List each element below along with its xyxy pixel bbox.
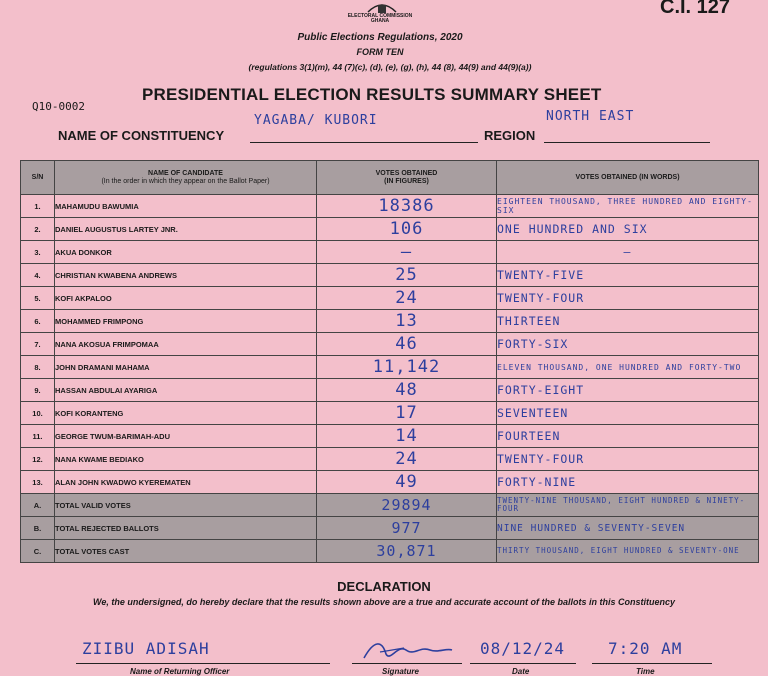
returning-officer-name: ZIIBU ADISAH <box>82 639 210 658</box>
column-header-figures: VOTES OBTAINED (IN FIGURES) <box>317 161 497 195</box>
column-header-sn: S/N <box>21 161 55 195</box>
region-value: NORTH EAST <box>546 109 635 124</box>
table-row: 6. MOHAMMED FRIMPONG 13 THIRTEEN <box>21 310 759 333</box>
ci-number: C.I. 127 <box>660 0 731 18</box>
column-header-name: NAME OF CANDIDATE (In the order in which they appear on the Ballot Paper) <box>55 161 317 195</box>
table-row: 11. GEORGE TWUM-BARIMAH-ADU 14 FOURTEEN <box>21 425 759 448</box>
officer-line <box>76 663 330 664</box>
table-row: 2. DANIEL AUGUSTUS LARTEY JNR. 106 ONE HUNDRED AND SIX <box>21 218 759 241</box>
time-value: 7:20 AM <box>608 639 683 658</box>
signature-label: Signature <box>382 667 419 676</box>
declaration-title: DECLARATION <box>337 579 431 594</box>
regulations-title: Public Elections Regulations, 2020 <box>297 32 463 43</box>
total-row: C. TOTAL VOTES CAST 30,871 THIRTY THOUSAND, EIGHT HUNDRED & SEVENTY-ONE <box>21 540 759 563</box>
sheet-title: PRESIDENTIAL ELECTION RESULTS SUMMARY SHEET <box>142 85 602 104</box>
time-line <box>592 663 712 664</box>
declaration-text: We, the undersigned, do hereby declare that the results shown above are a true and accurate account of the ballots in this Constituency <box>93 597 675 607</box>
region-label: REGION <box>484 128 536 143</box>
form-serial: Q10-0002 <box>32 100 85 113</box>
signature-scribble <box>360 636 456 664</box>
table-row: 1. MAHAMUDU BAWUMIA 18386 EIGHTEEN THOUSAND, THREE HUNDRED AND EIGHTY-SIX <box>21 195 759 218</box>
table-row: 12. NANA KWAME BEDIAKO 24 TWENTY-FOUR <box>21 448 759 471</box>
table-row: 3. AKUA DONKOR — — <box>21 241 759 264</box>
table-row: 10. KOFI KORANTENG 17 SEVENTEEN <box>21 402 759 425</box>
time-label: Time <box>636 667 655 676</box>
total-row: B. TOTAL REJECTED BALLOTS 977 NINE HUNDRED & SEVENTY-SEVEN <box>21 517 759 540</box>
table-row: 7. NANA AKOSUA FRIMPOMAA 46 FORTY-SIX <box>21 333 759 356</box>
commission-name: ELECTORAL COMMISSION GHANA <box>347 13 413 24</box>
regulations-line: (regulations 3(1)(m), 44 (7)(c), (d), (e), (g), (h), 44 (8), 44(9) and 44(9)(a)) <box>248 62 532 72</box>
officer-label: Name of Returning Officer <box>130 667 230 676</box>
table-row: 5. KOFI AKPALOO 24 TWENTY-FOUR <box>21 287 759 310</box>
date-value: 08/12/24 <box>480 639 566 658</box>
constituency-value: YAGABA/ KUBORI <box>254 113 378 128</box>
column-header-words: VOTES OBTAINED (IN WORDS) <box>497 161 759 195</box>
date-label: Date <box>512 667 530 676</box>
date-line <box>470 663 576 664</box>
table-row: 13. ALAN JOHN KWADWO KYEREMATEN 49 FORTY-NINE <box>21 471 759 494</box>
results-table <box>20 160 759 563</box>
total-row: A. TOTAL VALID VOTES 29894 TWENTY-NINE THOUSAND, EIGHT HUNDRED & NINETY-FOUR <box>21 494 759 517</box>
constituency-label: NAME OF CONSTITUENCY <box>58 128 225 143</box>
table-header-row <box>21 161 759 195</box>
constituency-line <box>250 142 478 143</box>
signature-line <box>352 663 462 664</box>
region-line <box>544 142 710 143</box>
table-row: 9. HASSAN ABDULAI AYARIGA 48 FORTY-EIGHT <box>21 379 759 402</box>
table-row: 4. CHRISTIAN KWABENA ANDREWS 25 TWENTY-FIVE <box>21 264 759 287</box>
table-row: 8. JOHN DRAMANI MAHAMA 11,142 ELEVEN THOUSAND, ONE HUNDRED AND FORTY-TWO <box>21 356 759 379</box>
coat-of-arms-icon <box>362 0 402 14</box>
form-name: FORM TEN <box>356 47 404 57</box>
